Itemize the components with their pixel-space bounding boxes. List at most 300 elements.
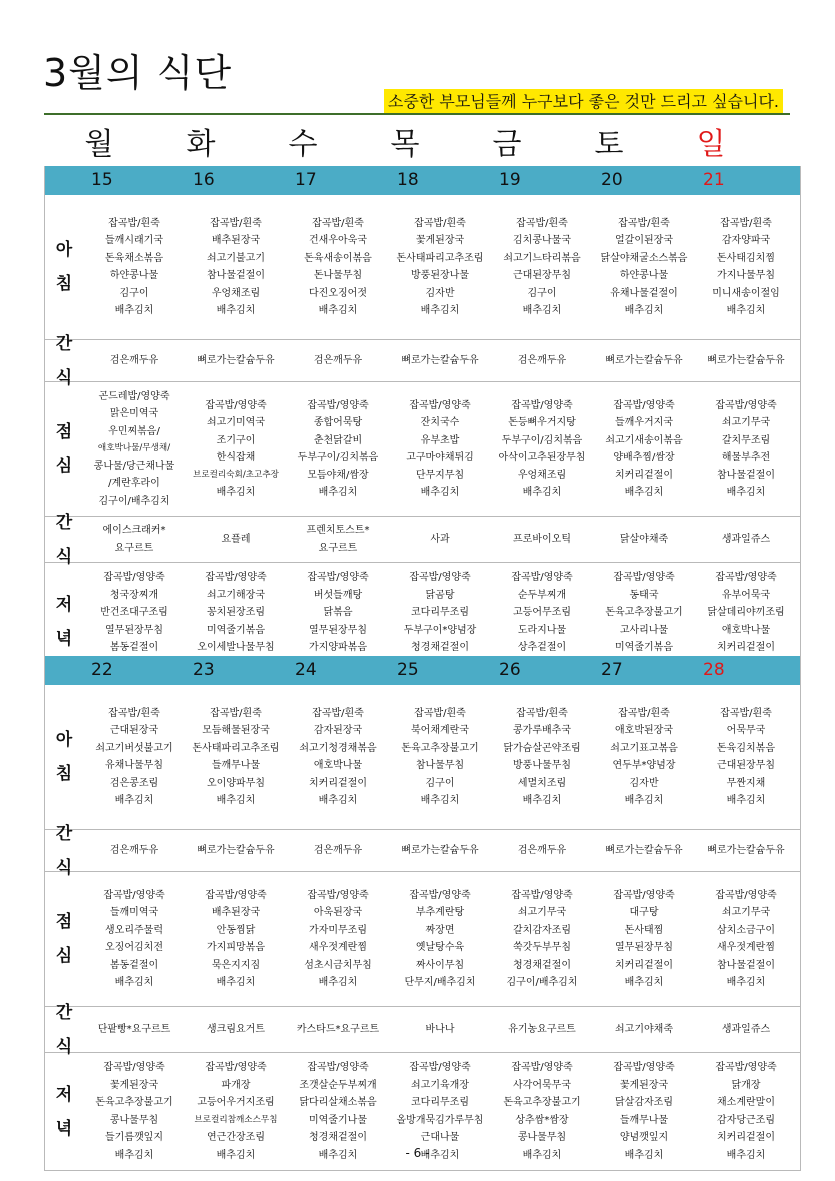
menu-item: 조갯살순두부찌개	[299, 1079, 377, 1091]
menu-item: 두부구이/김치볶음	[297, 452, 379, 463]
menu-item: 요구르트	[318, 542, 358, 554]
menu-item: 생크림요거트	[207, 1023, 265, 1035]
menu-item: 부추계란탕	[415, 907, 465, 918]
menu-cell	[593, 830, 695, 871]
menu-item: 쇠고기무국	[721, 907, 771, 918]
menu-item: 배추김치	[318, 977, 358, 988]
menu-item: 치커리겉절이	[615, 469, 673, 481]
date-cell: 23	[193, 660, 215, 680]
menu-item: 잡곡밥/흰죽	[720, 217, 772, 229]
menu-item: 카스타드*요구르트	[296, 1023, 380, 1035]
menu-item: 아삭이고추된장무침	[498, 452, 586, 463]
menu-item: 어묵무국	[726, 725, 766, 736]
menu-item: 닭살감자조림	[615, 1097, 673, 1108]
day-tue: 화	[186, 127, 216, 162]
menu-item: 잡곡밥/흰죽	[618, 707, 670, 719]
menu-item: 쇠고기새송이볶음	[605, 434, 683, 446]
menu-item: 근대나물	[420, 1132, 460, 1143]
menu-item: 청경채겉절이	[513, 959, 571, 971]
menu-item: 두부구이/김치볶음	[501, 434, 583, 446]
menu-item: 쇠고기청경채볶음	[299, 742, 377, 754]
meal-row-lunch	[45, 872, 800, 1007]
menu-item: 배추김치	[318, 487, 358, 498]
menu-item: 김자반	[425, 287, 455, 299]
menu-item: 단무지/배추김치	[404, 977, 476, 988]
menu-cell	[695, 872, 797, 1006]
menu-item: 배추된장국	[211, 235, 261, 246]
day-mon: 월	[84, 127, 114, 162]
date-cell: 28	[703, 660, 725, 680]
menu-item: 브로컬리숙회/초고추장	[193, 469, 279, 480]
meal-label	[45, 333, 83, 388]
menu-item: 생과일쥬스	[721, 1023, 771, 1035]
menu-item: 배추김치	[726, 795, 766, 806]
menu-item: 배추김치	[216, 1149, 256, 1161]
menu-item: 꽁치된장조림	[207, 607, 265, 618]
date-cell: 21	[703, 170, 725, 190]
menu-item: 닭살야채죽	[619, 533, 669, 545]
menu-item: 근대된장무침	[513, 270, 571, 281]
menu-cell	[593, 195, 695, 339]
menu-item: 무짠지채	[726, 777, 766, 789]
meal-label-char: 간	[55, 1002, 73, 1023]
menu-item: 배추김치	[318, 305, 358, 316]
menu-item: 잡곡밥/영양죽	[409, 399, 471, 411]
menu-cell	[185, 1007, 287, 1052]
meal-row-snack1	[45, 823, 800, 878]
menu-item: 쇠고기미역국	[207, 417, 265, 428]
menu-item: 잡곡밥/흰죽	[210, 217, 262, 229]
menu-cell	[185, 830, 287, 871]
menu-cell	[389, 830, 491, 871]
menu-item: 단팥빵*요구르트	[97, 1023, 171, 1035]
menu-cell	[491, 685, 593, 829]
menu-item: 미니새송이절임	[712, 287, 780, 299]
menu-item: 올방개묵김가루무침	[396, 1114, 484, 1126]
menu-item: 배추김치	[216, 487, 256, 498]
menu-item: 김구이	[425, 777, 455, 789]
menu-item: 애호박나물	[721, 624, 771, 636]
menu-item: 돈육고추장불고기	[95, 1097, 173, 1108]
menu-item: 잡곡밥/영양죽	[715, 1062, 777, 1073]
menu-item: 배추김치	[114, 977, 154, 988]
menu-item: 김구이	[527, 287, 557, 299]
menu-item: 돈육고추장불고기	[605, 607, 683, 618]
menu-item: 갈치무조림	[721, 434, 771, 446]
menu-cell	[491, 517, 593, 562]
menu-item: 김치콩나물국	[513, 235, 571, 246]
meal-label-char: 녁	[55, 628, 73, 649]
subtitle-banner: 소중한 부모님들께 누구보다 좋은 것만 드리고 싶습니다.	[384, 89, 783, 115]
day-thu: 목	[390, 127, 420, 162]
menu-item: 배추김치	[114, 795, 154, 806]
menu-item: 잡곡밥/영양죽	[307, 399, 369, 411]
menu-cell	[695, 1007, 797, 1052]
meal-label-char: 간	[55, 333, 73, 354]
menu-item: 잡곡밥/흰죽	[516, 217, 568, 229]
meal-label-char: 침	[55, 764, 73, 784]
menu-item: 잡곡밥/영양죽	[715, 889, 777, 901]
menu-item: 들깨무나물	[211, 760, 261, 771]
menu-cell	[287, 195, 389, 339]
menu-item: 고구마야채튀김	[406, 452, 474, 463]
menu-item: 배추김치	[726, 977, 766, 988]
menu-item: 잡곡밥/흰죽	[108, 707, 160, 719]
menu-item: 짜사이무침	[415, 959, 465, 971]
menu-item: 애호박나물	[313, 760, 363, 771]
menu-item: 돈육고추장불고기	[401, 742, 479, 754]
menu-item: 하얀콩나물	[619, 270, 669, 281]
menu-item: 프렌치토스트*	[306, 525, 370, 536]
menu-item: 유채나물무침	[105, 760, 163, 771]
meal-row-snack2	[45, 1002, 800, 1057]
menu-item: 닭살야채굴소스볶음	[600, 252, 688, 264]
menu-item: 닭볶음	[323, 607, 353, 618]
menu-item: 배추김치	[624, 795, 664, 806]
menu-item: 배추김치	[420, 487, 460, 498]
menu-item: 잡곡밥/흰죽	[312, 707, 364, 719]
meal-label-char: 간	[55, 512, 73, 533]
menu-cell	[695, 195, 797, 339]
menu-item: 대구탕	[629, 907, 659, 918]
menu-item: 배추김치	[420, 795, 460, 806]
menu-item: 청경채겉절이	[309, 1132, 367, 1143]
menu-item: 유부초밥	[420, 434, 460, 446]
menu-item: 상추겉절이	[517, 642, 567, 653]
menu-item: 연두부*양념장	[612, 760, 676, 771]
menu-item: 콩가루배추국	[513, 725, 571, 736]
menu-item: 청국장찌개	[109, 589, 159, 601]
menu-item: 코다리무조림	[411, 607, 469, 618]
menu-item: 배추김치	[216, 305, 256, 316]
meal-row-snack2	[45, 512, 800, 567]
menu-cell	[83, 1007, 185, 1052]
menu-item: 검은깨두유	[109, 354, 159, 366]
menu-item: 배추김치	[318, 1149, 358, 1161]
menu-cell	[287, 830, 389, 871]
menu-item: 잡곡밥/흰죽	[312, 217, 364, 229]
menu-item: 배추김치	[420, 305, 460, 316]
menu-item: 맑은미역국	[109, 408, 159, 420]
day-wed: 수	[288, 127, 318, 162]
menu-item: 프로바이오틱	[513, 533, 571, 545]
meal-label-char: 식	[55, 367, 73, 388]
meal-row-breakfast	[45, 685, 800, 830]
menu-item: 배추김치	[726, 1149, 766, 1161]
menu-item: 치커리겉절이	[717, 1132, 775, 1143]
menu-item: 잡곡밥/영양죽	[307, 572, 369, 583]
menu-item: 잡곡밥/영양죽	[613, 1062, 675, 1073]
menu-item: 배추김치	[522, 487, 562, 498]
menu-item: 사과	[430, 533, 450, 545]
menu-cell	[389, 382, 491, 516]
menu-item: 애호박된장국	[615, 725, 673, 736]
menu-item: 단무지무침	[415, 469, 465, 481]
menu-item: 열무된장무침	[615, 942, 673, 953]
meal-label-char: 점	[55, 422, 73, 442]
meal-row-lunch	[45, 382, 800, 517]
menu-cell	[389, 1007, 491, 1052]
menu-item: 김구이/배추김치	[506, 977, 578, 988]
menu-item: 짜장면	[425, 924, 455, 936]
menu-item: 돈사태김치찜	[717, 252, 775, 264]
menu-item: 참나물무침	[415, 760, 465, 771]
menu-item: 돈육김치볶음	[717, 742, 775, 754]
menu-item: 잡곡밥/영양죽	[715, 572, 777, 583]
meal-row-breakfast	[45, 195, 800, 340]
menu-cell	[185, 195, 287, 339]
menu-item: 배추김치	[726, 305, 766, 316]
date-cell: 17	[295, 170, 317, 190]
menu-item: 오이세발나물무침	[197, 642, 275, 653]
menu-item: 다진오징어젓	[309, 287, 367, 299]
menu-item: 검은깨두유	[313, 844, 363, 856]
menu-item: 얼갈이된장국	[615, 235, 673, 246]
date-cell: 20	[601, 170, 623, 190]
menu-item: 들깨시래기국	[105, 235, 163, 246]
menu-item: 반건조대구조림	[100, 607, 168, 618]
menu-item: 검은깨두유	[517, 844, 567, 856]
menu-item: 참나물겉절이	[717, 959, 775, 971]
menu-item: 쇠고기육개장	[411, 1079, 469, 1091]
menu-item: 가지나물무침	[717, 270, 775, 281]
menu-item: 검은깨두유	[313, 354, 363, 366]
meal-label-char: 간	[55, 823, 73, 844]
menu-cell	[695, 685, 797, 829]
menu-cell	[593, 382, 695, 516]
menu-item: 닭살데리야끼조림	[707, 607, 785, 618]
menu-cell	[389, 872, 491, 1006]
meal-label-char: 아	[55, 240, 73, 260]
menu-item: 안동찜닭	[216, 924, 256, 936]
menu-item: 쇠고기야채죽	[615, 1023, 673, 1035]
menu-cell	[185, 517, 287, 562]
menu-item: 콩나물무침	[109, 1114, 159, 1126]
menu-cell	[389, 195, 491, 339]
menu-item: 잡곡밥/영양죽	[511, 399, 573, 411]
date-cell: 18	[397, 170, 419, 190]
menu-item: 잡곡밥/영양죽	[511, 1062, 573, 1073]
menu-item: 방풍나물무침	[513, 760, 571, 771]
date-cell: 16	[193, 170, 215, 190]
menu-cell	[287, 517, 389, 562]
menu-item: 잡곡밥/흰죽	[108, 217, 160, 229]
menu-item: 배추된장국	[211, 907, 261, 918]
menu-item: 배추김치	[216, 977, 256, 988]
menu-item: 뼈로가는칼슘두유	[401, 354, 479, 366]
menu-item: 뼈로가는칼슘두유	[707, 844, 785, 856]
menu-cell	[83, 685, 185, 829]
menu-cell	[695, 830, 797, 871]
menu-item: 고등어우거지조림	[197, 1097, 275, 1108]
menu-item: 꽃게된장국	[415, 235, 465, 246]
menu-item: 감자당근조림	[717, 1114, 775, 1126]
menu-item: 유기농요구르트	[508, 1023, 576, 1035]
menu-item: 방풍된장나물	[411, 270, 469, 281]
menu-item: 돈육새송이볶음	[304, 252, 372, 264]
menu-item: 근대된장국	[109, 725, 159, 736]
date-cell: 25	[397, 660, 419, 680]
menu-item: 콩나물/당근채나물	[93, 460, 175, 472]
date-row	[45, 656, 800, 685]
menu-item: 감자된장국	[313, 725, 363, 736]
menu-item: 콩나물무침	[517, 1132, 567, 1143]
date-cell: 15	[91, 170, 113, 190]
menu-item: 가지양파볶음	[309, 642, 367, 653]
menu-item: 잡곡밥/영양죽	[307, 1062, 369, 1073]
menu-item: 애호박나물/무생채/	[97, 443, 171, 454]
menu-item: 새우젓계란찜	[309, 942, 367, 953]
menu-item: 요구르트	[114, 542, 154, 554]
menu-item: 잡곡밥/흰죽	[720, 707, 772, 719]
menu-cell	[491, 872, 593, 1006]
menu-item: 돈등뼈우거지탕	[508, 417, 576, 428]
page-number: - 6 -	[405, 1146, 430, 1160]
menu-item: 오이양파무침	[207, 777, 265, 789]
menu-cell	[287, 685, 389, 829]
menu-item: 청경채겉절이	[411, 642, 469, 653]
week-1-table	[44, 166, 801, 681]
menu-item: 뼈로가는칼슘두유	[401, 844, 479, 856]
menu-item: 미역줄기나물	[309, 1114, 367, 1126]
menu-item: 닭개장	[731, 1079, 761, 1091]
menu-item: 섬초시금치무침	[304, 959, 372, 971]
menu-item: 꽃게된장국	[109, 1079, 159, 1091]
menu-item: 배추김치	[522, 1149, 562, 1161]
menu-item: 가자미무조림	[309, 924, 367, 936]
menu-cell	[593, 1007, 695, 1052]
menu-item: 미역줄기볶음	[615, 642, 673, 653]
menu-item: 감자양파국	[721, 235, 771, 246]
day-header-row	[44, 124, 799, 166]
menu-item: 뼈로가는칼슘두유	[707, 354, 785, 366]
menu-item: 들깨미역국	[109, 907, 159, 918]
meal-label-char: 녁	[55, 1118, 73, 1139]
menu-item: 북어채계란국	[411, 725, 469, 736]
menu-item: /계란후라이	[108, 478, 160, 490]
menu-item: 양배추찜/쌈장	[613, 452, 675, 463]
meal-label-char: 저	[55, 594, 73, 615]
menu-item: 가지피망볶음	[207, 942, 265, 953]
menu-item: 잡곡밥/영양죽	[205, 1062, 267, 1073]
menu-item: 유채나물겉절이	[610, 287, 678, 299]
page-title: 3월의 식단	[43, 51, 233, 95]
meal-row-snack1	[45, 333, 800, 388]
menu-item: 잡곡밥/영양죽	[409, 1062, 471, 1073]
menu-item: 뼈로가는칼슘두유	[197, 844, 275, 856]
menu-item: 아욱된장국	[313, 907, 363, 918]
menu-item: 김구이	[119, 287, 149, 299]
week-2-table	[44, 656, 801, 1171]
meal-label	[45, 872, 83, 1006]
menu-item: 순두부찌개	[517, 589, 567, 601]
menu-item: 배추김치	[624, 977, 664, 988]
meal-label	[45, 1002, 83, 1057]
menu-item: 생과일쥬스	[721, 533, 771, 545]
menu-cell	[389, 517, 491, 562]
menu-cell	[185, 382, 287, 516]
menu-cell	[593, 685, 695, 829]
menu-item: 배추김치	[624, 305, 664, 316]
menu-item: 우엉채조림	[211, 287, 261, 299]
day-fri: 금	[492, 127, 522, 162]
meal-label	[45, 512, 83, 567]
date-row	[45, 166, 800, 195]
menu-cell	[593, 872, 695, 1006]
menu-item: 한식잡채	[216, 452, 256, 463]
menu-item: 김구이/배추김치	[98, 495, 170, 507]
menu-item: 미역줄기볶음	[207, 624, 265, 636]
meal-label-char: 식	[55, 1036, 73, 1057]
menu-item: 사각어묵무국	[513, 1079, 571, 1091]
menu-item: 에이스크래커*	[102, 525, 166, 536]
menu-item: 돈사태파리고추조림	[192, 742, 280, 754]
menu-cell	[491, 340, 593, 381]
menu-cell	[287, 382, 389, 516]
menu-item: 춘천닭갈비	[313, 434, 363, 446]
menu-item: 돈나물무침	[313, 270, 363, 281]
menu-item: 뼈로가는칼슘두유	[197, 354, 275, 366]
menu-item: 양념깻잎지	[619, 1132, 669, 1143]
date-cell: 22	[91, 660, 113, 680]
menu-item: 치커리겉절이	[615, 959, 673, 971]
menu-item: 잡곡밥/영양죽	[613, 399, 675, 411]
menu-cell	[287, 872, 389, 1006]
meal-label-char: 심	[55, 456, 73, 476]
menu-item: 두부구이*양념장	[403, 624, 477, 636]
menu-item: 검은깨두유	[109, 844, 159, 856]
meal-label	[45, 685, 83, 829]
menu-cell	[287, 1007, 389, 1052]
menu-item: 근대된장무침	[717, 760, 775, 771]
meal-label	[45, 382, 83, 516]
menu-item: 새우젓계란찜	[717, 942, 775, 953]
meal-label-char: 심	[55, 946, 73, 966]
menu-cell	[185, 685, 287, 829]
menu-item: 뼈로가는칼슘두유	[605, 354, 683, 366]
meal-label	[45, 195, 83, 339]
menu-cell	[83, 830, 185, 871]
menu-cell	[287, 340, 389, 381]
menu-item: 열무된장무침	[105, 624, 163, 636]
menu-item: 조기구이	[216, 434, 256, 446]
menu-item: 돈사태찜	[624, 924, 664, 936]
menu-item: 배추김치	[522, 795, 562, 806]
menu-cell	[83, 872, 185, 1006]
menu-item: 배추김치	[114, 1149, 154, 1161]
menu-item: 모듬야채/쌈장	[307, 469, 369, 481]
menu-item: 하얀콩나물	[109, 270, 159, 281]
menu-item: 검은깨두유	[517, 354, 567, 366]
menu-item: 채소계란말이	[717, 1097, 775, 1108]
menu-item: 잡곡밥/흰죽	[618, 217, 670, 229]
menu-item: 봄동겉절이	[109, 959, 159, 971]
menu-item: 쇠고기무국	[721, 417, 771, 428]
menu-item: 열무된장무침	[309, 624, 367, 636]
menu-item: 쇠고기표고볶음	[610, 742, 678, 754]
menu-item: 잡곡밥/영양죽	[409, 889, 471, 901]
menu-item: 연근간장조림	[207, 1132, 265, 1143]
day-sat: 토	[594, 127, 624, 162]
date-cell: 19	[499, 170, 521, 190]
menu-cell	[695, 340, 797, 381]
menu-cell	[185, 340, 287, 381]
meal-label	[45, 823, 83, 878]
meal-label-char: 저	[55, 1084, 73, 1105]
menu-cell	[389, 340, 491, 381]
menu-item: 세멸치조림	[517, 777, 567, 789]
menu-cell	[695, 382, 797, 516]
